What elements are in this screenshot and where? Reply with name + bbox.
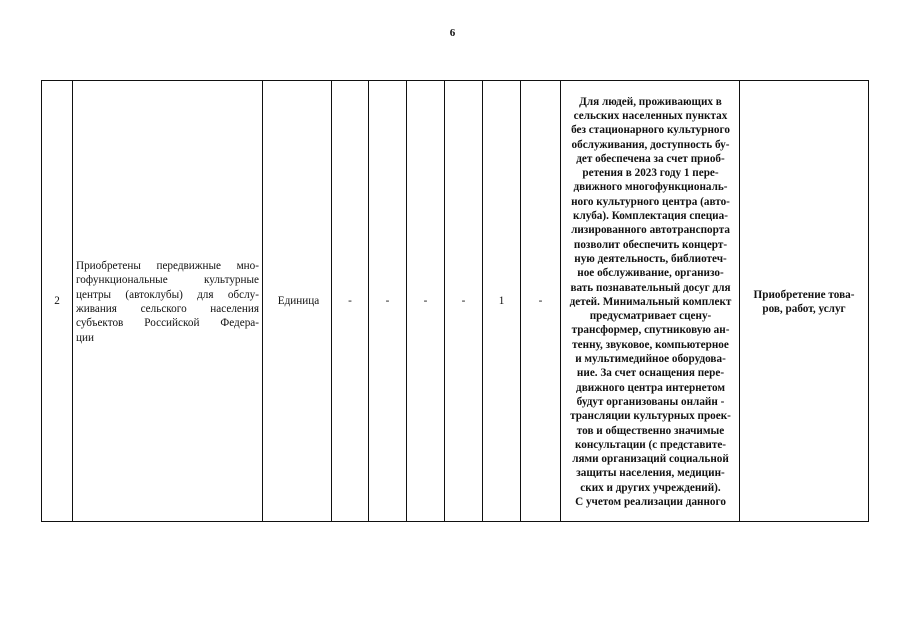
description-line: и мультимедийное оборудова-	[575, 353, 726, 366]
value-cell: -	[369, 81, 407, 522]
description-line: ние. За счет оснащения пере-	[576, 367, 725, 380]
page-number: 6	[449, 27, 456, 39]
description-line: тенну, звуковое, компьютерное	[572, 338, 729, 351]
description-line: вать познавательный досуг для	[570, 281, 731, 294]
table-row	[42, 81, 869, 522]
description-line: дет обеспечена за счет приоб-	[576, 152, 725, 165]
description-cell	[561, 81, 740, 522]
description-line: С учетом реализации данного	[575, 496, 726, 508]
result-name-cell	[73, 81, 263, 522]
description-line: позволит обеспечить концерт-	[573, 238, 728, 251]
value-cell: -	[332, 81, 369, 522]
result-name-line: живания сельского населения	[76, 303, 259, 315]
row-number-cell: 2	[42, 81, 73, 522]
description-line: ную деятельность, библиотеч-	[574, 252, 727, 265]
description-line: ное обслуживание, организо-	[577, 267, 724, 280]
activity-type-line: Приобретение това-	[753, 288, 855, 301]
description-line: будут организованы онлайн -	[576, 395, 725, 408]
description-line: клуба). Комплектация специа-	[573, 210, 728, 223]
description-line: трансляции культурных проек-	[570, 410, 731, 423]
description-line: обслуживания, доступность бу-	[571, 138, 730, 151]
description-line: лями организаций социальной	[572, 453, 729, 466]
value-cell: -	[521, 81, 561, 522]
result-name-line: центры (автоклубы) для обслу-	[76, 288, 259, 301]
description-line: трансформер, спутниковую ан-	[571, 324, 730, 337]
description-line: ретения в 2023 году 1 пере-	[582, 167, 719, 180]
description-line: сельских населенных пунктах	[573, 109, 728, 122]
description-line: движного центра интернетом	[576, 381, 725, 394]
description-line: Для людей, проживающих в	[579, 95, 722, 108]
measures-table	[41, 80, 869, 522]
value-cell: 1	[483, 81, 521, 522]
result-name-line: ции	[76, 331, 94, 344]
description-line: лизированного автотранспорта	[571, 224, 730, 237]
description-line: консультации (с представите-	[574, 438, 727, 451]
description-line: ного культурного центра (авто-	[571, 195, 730, 208]
description-line: ских и других учреждений).	[580, 481, 721, 494]
description-line: предусматривает сцену-	[589, 310, 712, 323]
description-line: детей. Минимальный комплект	[569, 295, 732, 308]
description-line: движного многофункциональ-	[573, 181, 728, 194]
result-name-line: гофункциональные культурные	[76, 274, 259, 287]
activity-type-cell	[740, 81, 869, 522]
value-cell: -	[407, 81, 445, 522]
description-line: тов и общественно значимые	[576, 424, 725, 437]
description-line: без стационарного культурного	[571, 124, 730, 137]
result-name-line: субъектов Российской Федера-	[76, 317, 259, 330]
description-line: защиты населения, медицин-	[576, 467, 725, 480]
unit-cell: Единица	[263, 81, 332, 522]
activity-type-line: ров, работ, услуг	[762, 303, 846, 315]
value-cell: -	[445, 81, 483, 522]
result-name-line: Приобретены передвижные мно-	[76, 260, 259, 273]
